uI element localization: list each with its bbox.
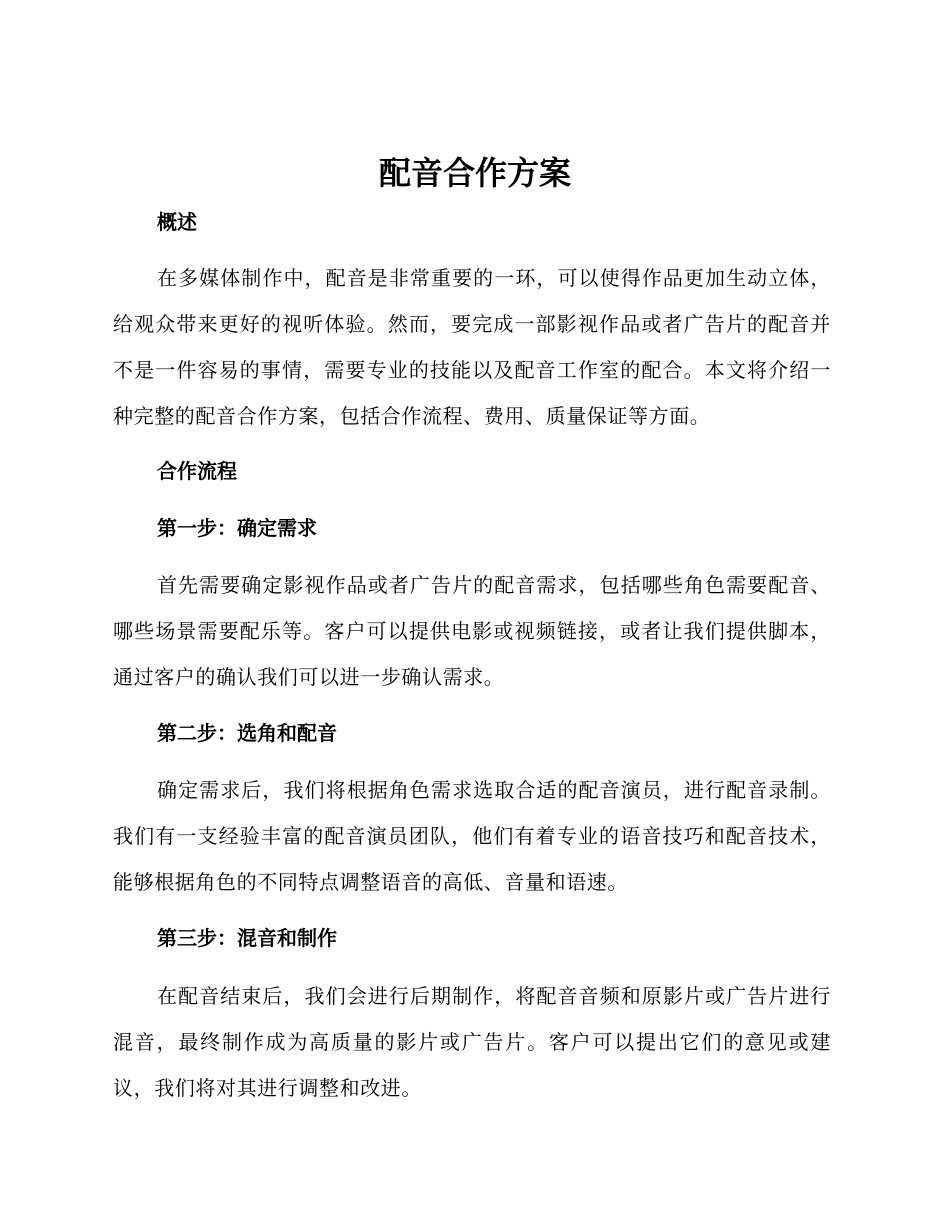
step-heading-2: 第二步：选角和配音 [157, 721, 337, 745]
step-heading-3: 第三步：混音和制作 [157, 926, 337, 950]
paragraph-step-2: 确定需求后，我们将根据角色需求选取合适的配音演员，进行配音录制。我们有一支经验丰富的配音演员团队，他们有着专业的语音技巧和配音技术，能够根据角色的不同特点调整语音的高低、音量和语速。 [113, 778, 831, 894]
step-heading-1: 第一步：确定需求 [157, 516, 317, 540]
paragraph-overview: 在多媒体制作中，配音是非常重要的一环，可以使得作品更加生动立体，给观众带来更好的视听体验。然而，要完成一部影视作品或者广告片的配音并不是一件容易的事情，需要专业的技能以及配音工作室的配合。本文将介绍一种完整的配音合作方案，包括合作流程、费用、质量保证等方面。 [113, 266, 831, 428]
paragraph-step-1: 首先需要确定影视作品或者广告片的配音需求，包括哪些角色需要配音、哪些场景需要配乐等。客户可以提供电影或视频链接，或者让我们提供脚本，通过客户的确认我们可以进一步确认需求。 [113, 573, 831, 689]
section-heading-process: 合作流程 [157, 459, 237, 483]
paragraph-step-3: 在配音结束后，我们会进行后期制作，将配音音频和原影片或广告片进行混音，最终制作成为高质量的影片或广告片。客户可以提出它们的意见或建议，我们将对其进行调整和改进。 [113, 984, 831, 1100]
section-heading-overview: 概述 [157, 210, 197, 234]
document-title: 配音合作方案 [378, 154, 571, 192]
